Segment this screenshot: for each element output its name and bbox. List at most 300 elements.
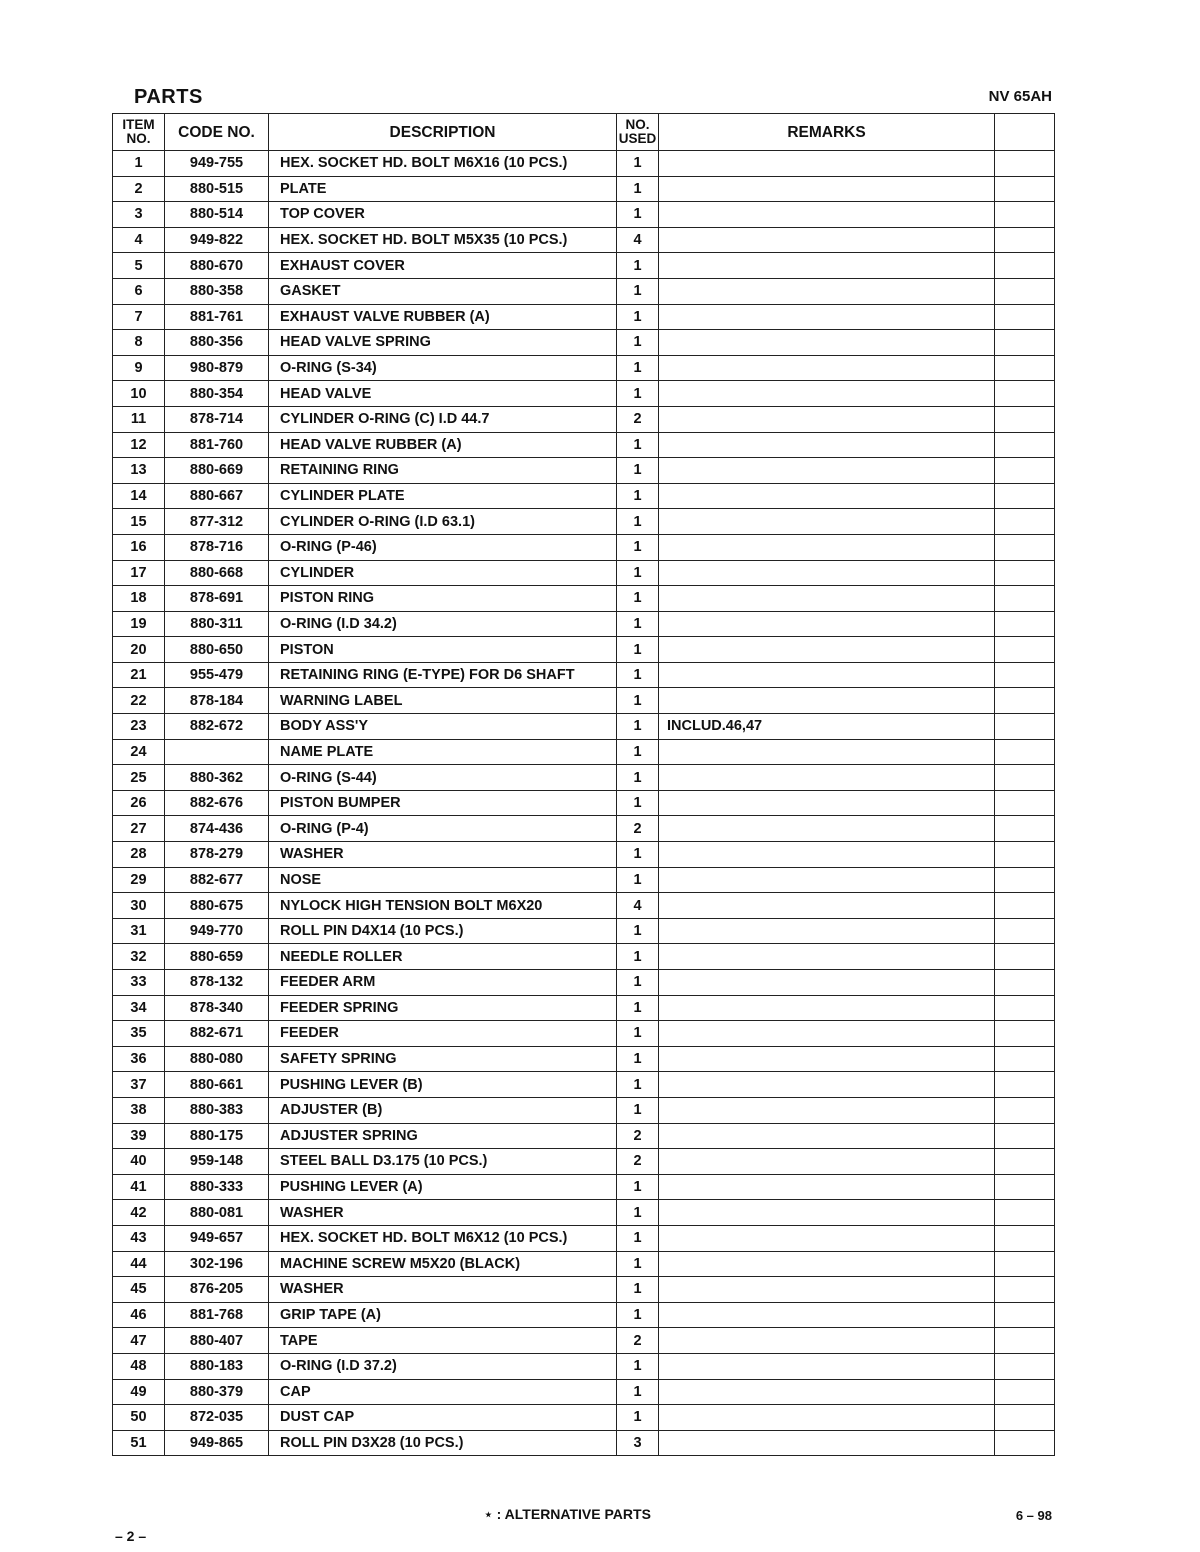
remarks-cell <box>659 688 995 714</box>
item-number-cell: 8 <box>113 330 165 356</box>
code-number-cell: 880-661 <box>165 1072 269 1098</box>
code-number-cell: 880-659 <box>165 944 269 970</box>
description-cell: HEAD VALVE RUBBER (A) <box>269 432 617 458</box>
extra-cell <box>995 816 1055 842</box>
remarks-cell <box>659 151 995 177</box>
table-row <box>113 1174 1055 1200</box>
table-row <box>113 611 1055 637</box>
description-cell: PISTON <box>269 637 617 663</box>
code-number-cell: 878-279 <box>165 842 269 868</box>
quantity-used-cell: 1 <box>617 1225 659 1251</box>
table-row <box>113 765 1055 791</box>
code-number-cell: 882-672 <box>165 714 269 740</box>
extra-cell <box>995 1174 1055 1200</box>
description-cell: GRIP TAPE (A) <box>269 1302 617 1328</box>
item-number-cell: 37 <box>113 1072 165 1098</box>
quantity-used-cell: 1 <box>617 1302 659 1328</box>
item-number-cell: 15 <box>113 509 165 535</box>
code-number-cell: 880-358 <box>165 278 269 304</box>
remarks-cell <box>659 1072 995 1098</box>
description-cell: TAPE <box>269 1328 617 1354</box>
extra-cell <box>995 790 1055 816</box>
remarks-cell <box>659 1251 995 1277</box>
code-number-cell: 878-184 <box>165 688 269 714</box>
code-number-cell: 880-183 <box>165 1353 269 1379</box>
item-number-cell: 14 <box>113 483 165 509</box>
extra-cell <box>995 1405 1055 1431</box>
remarks-cell <box>659 1353 995 1379</box>
quantity-used-cell: 2 <box>617 1123 659 1149</box>
code-number-cell: 949-822 <box>165 227 269 253</box>
description-cell: PISTON BUMPER <box>269 790 617 816</box>
description-cell: CYLINDER PLATE <box>269 483 617 509</box>
item-number-cell: 49 <box>113 1379 165 1405</box>
remarks-cell <box>659 586 995 612</box>
item-number-cell: 30 <box>113 893 165 919</box>
code-number-cell: 880-311 <box>165 611 269 637</box>
table-row <box>113 202 1055 228</box>
table-row <box>113 918 1055 944</box>
header-item-no <box>113 114 165 151</box>
description-cell: O-RING (P-4) <box>269 816 617 842</box>
table-row <box>113 995 1055 1021</box>
extra-cell <box>995 970 1055 996</box>
code-number-cell: 949-770 <box>165 918 269 944</box>
item-number-cell: 22 <box>113 688 165 714</box>
remarks-cell <box>659 330 995 356</box>
item-number-cell: 25 <box>113 765 165 791</box>
item-number-cell: 12 <box>113 432 165 458</box>
extra-cell <box>995 432 1055 458</box>
remarks-cell <box>659 432 995 458</box>
description-cell: O-RING (I.D 37.2) <box>269 1353 617 1379</box>
description-cell: CYLINDER <box>269 560 617 586</box>
quantity-used-cell: 1 <box>617 688 659 714</box>
quantity-used-cell: 1 <box>617 560 659 586</box>
quantity-used-cell: 1 <box>617 995 659 1021</box>
extra-cell <box>995 151 1055 177</box>
code-number-cell: 980-879 <box>165 355 269 381</box>
quantity-used-cell: 1 <box>617 714 659 740</box>
description-cell: DUST CAP <box>269 1405 617 1431</box>
extra-cell <box>995 1021 1055 1047</box>
description-cell: EXHAUST VALVE RUBBER (A) <box>269 304 617 330</box>
parts-table <box>112 113 1055 1456</box>
table-row <box>113 432 1055 458</box>
quantity-used-cell: 1 <box>617 483 659 509</box>
table-row <box>113 816 1055 842</box>
table-row <box>113 1302 1055 1328</box>
extra-cell <box>995 918 1055 944</box>
extra-cell <box>995 1200 1055 1226</box>
remarks-cell: INCLUD.46,47 <box>659 714 995 740</box>
remarks-cell <box>659 227 995 253</box>
item-number-cell: 19 <box>113 611 165 637</box>
quantity-used-cell: 1 <box>617 1405 659 1431</box>
item-number-cell: 9 <box>113 355 165 381</box>
header-description: DESCRIPTION <box>269 114 617 151</box>
table-row <box>113 893 1055 919</box>
remarks-cell <box>659 278 995 304</box>
description-cell: PISTON RING <box>269 586 617 612</box>
remarks-cell <box>659 842 995 868</box>
item-number-cell: 27 <box>113 816 165 842</box>
table-row <box>113 560 1055 586</box>
item-number-cell: 34 <box>113 995 165 1021</box>
description-cell: RETAINING RING <box>269 458 617 484</box>
code-number-cell: 880-650 <box>165 637 269 663</box>
extra-cell <box>995 355 1055 381</box>
remarks-cell <box>659 202 995 228</box>
code-number-cell: 949-657 <box>165 1225 269 1251</box>
table-row <box>113 534 1055 560</box>
code-number-cell: 878-691 <box>165 586 269 612</box>
description-cell: CYLINDER O-RING (C) I.D 44.7 <box>269 406 617 432</box>
remarks-cell <box>659 1379 995 1405</box>
code-number-cell <box>165 739 269 765</box>
table-row <box>113 842 1055 868</box>
quantity-used-cell: 1 <box>617 918 659 944</box>
quantity-used-cell: 1 <box>617 1277 659 1303</box>
remarks-cell <box>659 816 995 842</box>
quantity-used-cell: 1 <box>617 611 659 637</box>
code-number-cell: 877-312 <box>165 509 269 535</box>
extra-cell <box>995 842 1055 868</box>
extra-cell <box>995 330 1055 356</box>
description-cell: PUSHING LEVER (A) <box>269 1174 617 1200</box>
item-number-cell: 28 <box>113 842 165 868</box>
extra-cell <box>995 1251 1055 1277</box>
code-number-cell: 880-354 <box>165 381 269 407</box>
extra-cell <box>995 381 1055 407</box>
remarks-cell <box>659 790 995 816</box>
extra-cell <box>995 304 1055 330</box>
remarks-cell <box>659 995 995 1021</box>
description-cell: FEEDER SPRING <box>269 995 617 1021</box>
code-number-cell: 880-515 <box>165 176 269 202</box>
model-number: NV 65AH <box>988 88 1052 105</box>
item-number-cell: 5 <box>113 253 165 279</box>
remarks-cell <box>659 1200 995 1226</box>
quantity-used-cell: 1 <box>617 842 659 868</box>
table-row <box>113 1328 1055 1354</box>
quantity-used-cell: 1 <box>617 739 659 765</box>
code-number-cell: 878-340 <box>165 995 269 1021</box>
extra-cell <box>995 1328 1055 1354</box>
description-cell: BODY ASS'Y <box>269 714 617 740</box>
quantity-used-cell: 2 <box>617 1328 659 1354</box>
description-cell: FEEDER <box>269 1021 617 1047</box>
remarks-cell <box>659 534 995 560</box>
quantity-used-cell: 1 <box>617 278 659 304</box>
description-cell: PUSHING LEVER (B) <box>269 1072 617 1098</box>
extra-cell <box>995 688 1055 714</box>
table-row <box>113 458 1055 484</box>
description-cell: O-RING (S-34) <box>269 355 617 381</box>
remarks-cell <box>659 739 995 765</box>
header-used-line2: USED <box>618 131 657 146</box>
code-number-cell: 881-768 <box>165 1302 269 1328</box>
description-cell: ROLL PIN D3X28 (10 PCS.) <box>269 1430 617 1456</box>
remarks-cell <box>659 1430 995 1456</box>
code-number-cell: 881-761 <box>165 304 269 330</box>
item-number-cell: 4 <box>113 227 165 253</box>
table-row <box>113 253 1055 279</box>
item-number-cell: 6 <box>113 278 165 304</box>
table-row <box>113 483 1055 509</box>
item-number-cell: 29 <box>113 867 165 893</box>
code-number-cell: 880-081 <box>165 1200 269 1226</box>
item-number-cell: 23 <box>113 714 165 740</box>
item-number-cell: 48 <box>113 1353 165 1379</box>
description-cell: O-RING (P-46) <box>269 534 617 560</box>
description-cell: O-RING (I.D 34.2) <box>269 611 617 637</box>
quantity-used-cell: 1 <box>617 176 659 202</box>
extra-cell <box>995 202 1055 228</box>
item-number-cell: 11 <box>113 406 165 432</box>
extra-cell <box>995 483 1055 509</box>
table-row <box>113 227 1055 253</box>
remarks-cell <box>659 1021 995 1047</box>
item-number-cell: 31 <box>113 918 165 944</box>
header-remarks: REMARKS <box>659 114 995 151</box>
code-number-cell: 959-148 <box>165 1149 269 1175</box>
quantity-used-cell: 4 <box>617 227 659 253</box>
description-cell: WARNING LABEL <box>269 688 617 714</box>
table-row <box>113 1379 1055 1405</box>
remarks-cell <box>659 1174 995 1200</box>
item-number-cell: 3 <box>113 202 165 228</box>
item-number-cell: 21 <box>113 662 165 688</box>
item-number-cell: 17 <box>113 560 165 586</box>
table-row <box>113 176 1055 202</box>
code-number-cell: 880-667 <box>165 483 269 509</box>
item-number-cell: 24 <box>113 739 165 765</box>
table-row <box>113 790 1055 816</box>
table-row <box>113 1405 1055 1431</box>
quantity-used-cell: 2 <box>617 816 659 842</box>
table-row <box>113 714 1055 740</box>
revision-code: 6 – 98 <box>1015 1508 1052 1523</box>
code-number-cell: 302-196 <box>165 1251 269 1277</box>
description-cell: HEAD VALVE <box>269 381 617 407</box>
description-cell: CAP <box>269 1379 617 1405</box>
table-row <box>113 1123 1055 1149</box>
code-number-cell: 880-514 <box>165 202 269 228</box>
table-row <box>113 586 1055 612</box>
description-cell: EXHAUST COVER <box>269 253 617 279</box>
header-item-line1: ITEM <box>122 117 155 132</box>
table-row <box>113 1353 1055 1379</box>
quantity-used-cell: 2 <box>617 1149 659 1175</box>
quantity-used-cell: 4 <box>617 893 659 919</box>
table-row <box>113 381 1055 407</box>
table-row <box>113 1277 1055 1303</box>
quantity-used-cell: 1 <box>617 381 659 407</box>
extra-cell <box>995 1097 1055 1123</box>
remarks-cell <box>659 406 995 432</box>
header-extra <box>995 114 1055 151</box>
code-number-cell: 882-671 <box>165 1021 269 1047</box>
extra-cell <box>995 1149 1055 1175</box>
extra-cell <box>995 586 1055 612</box>
code-number-cell: 874-436 <box>165 816 269 842</box>
code-number-cell: 876-205 <box>165 1277 269 1303</box>
item-number-cell: 38 <box>113 1097 165 1123</box>
description-cell: RETAINING RING (E-TYPE) FOR D6 SHAFT <box>269 662 617 688</box>
extra-cell <box>995 995 1055 1021</box>
table-row <box>113 662 1055 688</box>
remarks-cell <box>659 611 995 637</box>
quantity-used-cell: 1 <box>617 1174 659 1200</box>
item-number-cell: 1 <box>113 151 165 177</box>
quantity-used-cell: 1 <box>617 509 659 535</box>
extra-cell <box>995 662 1055 688</box>
quantity-used-cell: 1 <box>617 151 659 177</box>
extra-cell <box>995 893 1055 919</box>
table-row <box>113 330 1055 356</box>
description-cell: O-RING (S-44) <box>269 765 617 791</box>
quantity-used-cell: 1 <box>617 637 659 663</box>
extra-cell <box>995 1123 1055 1149</box>
remarks-cell <box>659 893 995 919</box>
quantity-used-cell: 1 <box>617 304 659 330</box>
code-number-cell: 880-333 <box>165 1174 269 1200</box>
quantity-used-cell: 1 <box>617 1353 659 1379</box>
quantity-used-cell: 1 <box>617 355 659 381</box>
description-cell: NYLOCK HIGH TENSION BOLT M6X20 <box>269 893 617 919</box>
quantity-used-cell: 1 <box>617 432 659 458</box>
extra-cell <box>995 509 1055 535</box>
description-cell: GASKET <box>269 278 617 304</box>
description-cell: HEX. SOCKET HD. BOLT M5X35 (10 PCS.) <box>269 227 617 253</box>
header-code-no: CODE NO. <box>165 114 269 151</box>
item-number-cell: 43 <box>113 1225 165 1251</box>
table-row <box>113 151 1055 177</box>
page-title: PARTS <box>134 86 203 108</box>
extra-cell <box>995 253 1055 279</box>
extra-cell <box>995 1225 1055 1251</box>
code-number-cell: 878-714 <box>165 406 269 432</box>
quantity-used-cell: 1 <box>617 534 659 560</box>
description-cell: SAFETY SPRING <box>269 1046 617 1072</box>
item-number-cell: 42 <box>113 1200 165 1226</box>
remarks-cell <box>659 1328 995 1354</box>
quantity-used-cell: 1 <box>617 662 659 688</box>
description-cell: NOSE <box>269 867 617 893</box>
description-cell: HEX. SOCKET HD. BOLT M6X12 (10 PCS.) <box>269 1225 617 1251</box>
code-number-cell: 880-675 <box>165 893 269 919</box>
header-item-line2: NO. <box>126 131 151 146</box>
quantity-used-cell: 1 <box>617 867 659 893</box>
code-number-cell: 878-716 <box>165 534 269 560</box>
table-row <box>113 944 1055 970</box>
code-number-cell: 955-479 <box>165 662 269 688</box>
extra-cell <box>995 739 1055 765</box>
extra-cell <box>995 611 1055 637</box>
item-number-cell: 18 <box>113 586 165 612</box>
item-number-cell: 35 <box>113 1021 165 1047</box>
quantity-used-cell: 1 <box>617 1200 659 1226</box>
extra-cell <box>995 867 1055 893</box>
table-row <box>113 509 1055 535</box>
remarks-cell <box>659 381 995 407</box>
table-row <box>113 1200 1055 1226</box>
item-number-cell: 33 <box>113 970 165 996</box>
description-cell: ROLL PIN D4X14 (10 PCS.) <box>269 918 617 944</box>
code-number-cell: 880-383 <box>165 1097 269 1123</box>
parts-table-body <box>113 151 1055 1456</box>
remarks-cell <box>659 1277 995 1303</box>
table-row <box>113 739 1055 765</box>
quantity-used-cell: 1 <box>617 790 659 816</box>
description-cell: WASHER <box>269 1277 617 1303</box>
quantity-used-cell: 1 <box>617 765 659 791</box>
code-number-cell: 882-676 <box>165 790 269 816</box>
code-number-cell: 949-755 <box>165 151 269 177</box>
remarks-cell <box>659 253 995 279</box>
extra-cell <box>995 406 1055 432</box>
quantity-used-cell: 1 <box>617 458 659 484</box>
item-number-cell: 36 <box>113 1046 165 1072</box>
remarks-cell <box>659 970 995 996</box>
table-row <box>113 1225 1055 1251</box>
item-number-cell: 20 <box>113 637 165 663</box>
code-number-cell: 880-407 <box>165 1328 269 1354</box>
remarks-cell <box>659 1225 995 1251</box>
description-cell: HEX. SOCKET HD. BOLT M6X16 (10 PCS.) <box>269 151 617 177</box>
extra-cell <box>995 227 1055 253</box>
header-no-used <box>617 114 659 151</box>
remarks-cell <box>659 458 995 484</box>
extra-cell <box>995 765 1055 791</box>
table-row <box>113 1046 1055 1072</box>
code-number-cell: 880-379 <box>165 1379 269 1405</box>
code-number-cell: 880-669 <box>165 458 269 484</box>
header-used-line1: NO. <box>625 117 650 132</box>
table-row <box>113 1430 1055 1456</box>
remarks-cell <box>659 867 995 893</box>
table-row <box>113 688 1055 714</box>
remarks-cell <box>659 1046 995 1072</box>
code-number-cell: 878-132 <box>165 970 269 996</box>
item-number-cell: 51 <box>113 1430 165 1456</box>
remarks-cell <box>659 176 995 202</box>
description-cell: WASHER <box>269 1200 617 1226</box>
description-cell: HEAD VALVE SPRING <box>269 330 617 356</box>
description-cell: TOP COVER <box>269 202 617 228</box>
description-cell: WASHER <box>269 842 617 868</box>
extra-cell <box>995 944 1055 970</box>
table-row <box>113 1149 1055 1175</box>
code-number-cell: 949-865 <box>165 1430 269 1456</box>
item-number-cell: 50 <box>113 1405 165 1431</box>
quantity-used-cell: 1 <box>617 944 659 970</box>
item-number-cell: 26 <box>113 790 165 816</box>
description-cell: FEEDER ARM <box>269 970 617 996</box>
item-number-cell: 2 <box>113 176 165 202</box>
table-row <box>113 355 1055 381</box>
table-row <box>113 1251 1055 1277</box>
extra-cell <box>995 1379 1055 1405</box>
quantity-used-cell: 1 <box>617 1097 659 1123</box>
description-cell: ADJUSTER (B) <box>269 1097 617 1123</box>
item-number-cell: 41 <box>113 1174 165 1200</box>
table-row <box>113 867 1055 893</box>
remarks-cell <box>659 483 995 509</box>
item-number-cell: 45 <box>113 1277 165 1303</box>
code-number-cell: 880-362 <box>165 765 269 791</box>
